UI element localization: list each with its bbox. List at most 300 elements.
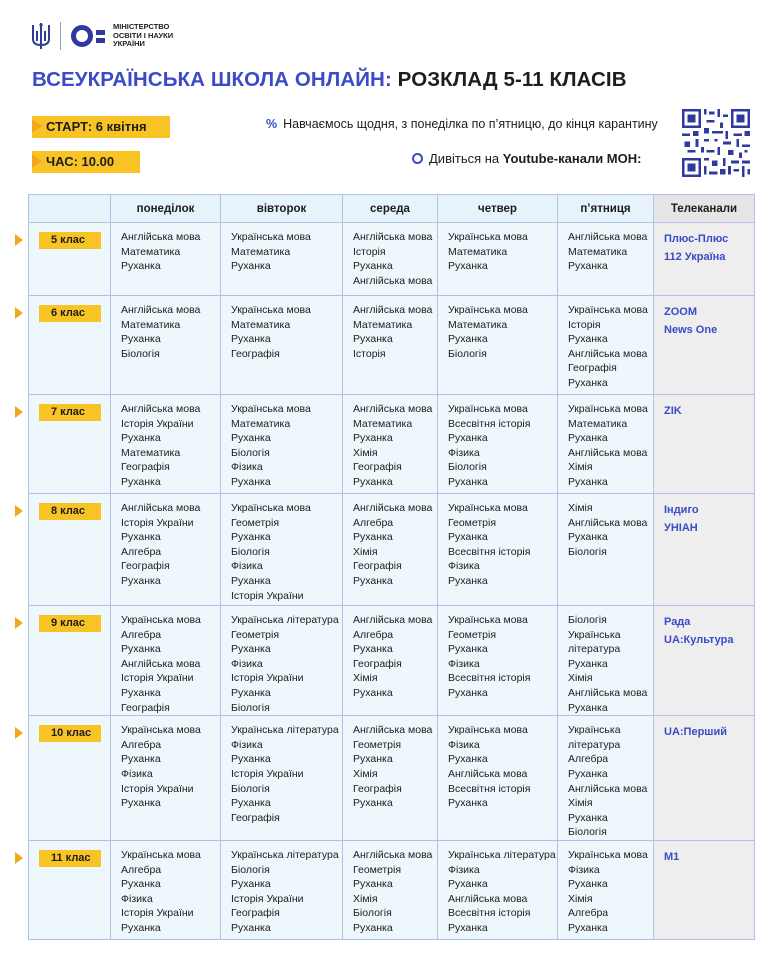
subject-item: Руханка xyxy=(568,531,608,544)
circle-icon xyxy=(412,153,423,164)
subject-item: Українська мова xyxy=(448,403,528,415)
subject-item: Англійська мова xyxy=(121,403,201,415)
tv-channels-cell xyxy=(654,296,755,395)
day-cell xyxy=(558,296,654,395)
percent-icon: % xyxy=(266,117,278,131)
subject-item: Хімія xyxy=(568,461,593,474)
subject-item: Руханка xyxy=(448,574,488,587)
table-row xyxy=(29,840,755,939)
subject-item: Хімія xyxy=(568,672,593,685)
subject-item: Біологія xyxy=(231,863,270,876)
tv-channel: ZIK xyxy=(664,405,682,417)
logo-divider xyxy=(60,22,61,50)
arrow-right-icon xyxy=(32,154,42,168)
subject-item: Руханка xyxy=(231,686,271,699)
subject-list xyxy=(343,606,437,701)
tv-channels-cell xyxy=(654,716,755,841)
day-cell xyxy=(558,223,654,296)
subject-item: Українська мова xyxy=(448,724,528,737)
arrow-right-icon xyxy=(15,852,23,864)
tv-channel: Плюс-Плюс xyxy=(664,233,729,245)
subject-item: Руханка xyxy=(568,333,608,346)
ministry-line: МІНІСТЕРСТВО xyxy=(113,22,170,32)
subject-item: література xyxy=(568,643,621,656)
subject-list xyxy=(111,716,220,811)
subject-list xyxy=(221,606,342,715)
day-cell xyxy=(343,223,438,296)
table-row xyxy=(29,716,755,841)
subject-item: Українська мова xyxy=(231,502,311,514)
day-cell xyxy=(438,840,558,939)
subject-item: Біологія xyxy=(231,545,270,558)
subject-list xyxy=(221,395,342,490)
subject-item: Руханка xyxy=(121,878,161,891)
subject-item: Англійська мова xyxy=(568,347,648,360)
subject-item: Руханка xyxy=(448,531,488,544)
day-cell xyxy=(343,494,438,606)
subject-item: Географія xyxy=(231,907,280,920)
subject-item: Історія України xyxy=(231,672,304,685)
table-row xyxy=(29,223,755,296)
subject-item: Руханка xyxy=(231,753,271,766)
youtube-note-bold: Youtube-канали МОН: xyxy=(502,151,642,166)
subject-list xyxy=(558,395,653,490)
subject-item: Руханка xyxy=(353,531,393,544)
daily-note xyxy=(266,117,658,131)
subject-list xyxy=(558,494,653,559)
subject-list xyxy=(111,841,220,936)
daily-note-text: Навчаємось щодня, з понеділка по п’ятницю, до кінця карантину xyxy=(283,117,658,131)
subject-item: Фізика xyxy=(231,560,263,573)
subject-item: Історія України xyxy=(231,767,304,780)
subject-list xyxy=(438,494,557,589)
day-cell xyxy=(343,606,438,716)
subject-item: Хімія xyxy=(353,672,378,685)
subject-item: Українська мова xyxy=(568,304,648,316)
day-cell xyxy=(111,840,221,939)
header-day: п’ятниця xyxy=(558,195,654,223)
subject-item: Фізика xyxy=(448,446,480,459)
subject-item: Фізика xyxy=(448,738,480,751)
tv-channel-list xyxy=(654,395,754,420)
subject-item: Географія xyxy=(231,347,280,360)
subject-item: Геометрія xyxy=(231,628,280,641)
grade-cell xyxy=(29,716,111,841)
subject-item: Всесвітня історія xyxy=(448,672,531,685)
subject-item: Руханка xyxy=(121,432,161,445)
subject-item: Історія України xyxy=(121,672,194,685)
subject-item: Англійська мова xyxy=(121,657,201,670)
day-cell xyxy=(221,395,343,494)
subject-item: Алгебра xyxy=(568,753,609,766)
subject-item: Руханка xyxy=(353,574,393,587)
subject-item: Руханка xyxy=(231,878,271,891)
day-cell xyxy=(558,840,654,939)
subject-item: Біологія xyxy=(231,446,270,459)
header-tv-channels: Телеканали xyxy=(654,195,755,223)
subject-list xyxy=(558,296,653,391)
tv-channel-list xyxy=(654,841,754,866)
subject-item: Математика xyxy=(448,245,508,258)
subject-list xyxy=(438,395,557,490)
subject-item: Руханка xyxy=(353,921,393,934)
subject-item: Руханка xyxy=(448,753,488,766)
subject-item: Алгебра xyxy=(353,516,394,529)
subject-item: Руханка xyxy=(448,260,488,273)
subject-item: Руханка xyxy=(568,878,608,891)
start-time-label: ЧАС: 10.00 xyxy=(46,154,115,169)
subject-item: Англійська мова xyxy=(353,274,433,287)
subject-item: Українська мова xyxy=(231,403,311,415)
subject-item: Математика xyxy=(353,417,413,430)
subject-item: Українська мова xyxy=(121,724,201,737)
subject-item: Математика xyxy=(231,245,291,258)
grade-cell xyxy=(29,840,111,939)
subject-list xyxy=(343,395,437,490)
tv-channel: УНІАН xyxy=(664,522,698,534)
table-row xyxy=(29,494,755,606)
subject-item: Руханка xyxy=(568,376,608,389)
arrow-right-icon xyxy=(15,307,23,319)
subject-list xyxy=(558,841,653,936)
subject-list xyxy=(558,606,653,715)
tv-channel: ZOOM xyxy=(664,306,697,318)
subject-list xyxy=(111,494,220,589)
subject-item: Руханка xyxy=(231,333,271,346)
subject-item: Всесвітня історія xyxy=(448,907,531,920)
subject-item: Математика xyxy=(121,245,181,258)
subject-item: Англійська мова xyxy=(353,403,433,415)
subject-item: Історія України xyxy=(231,589,304,602)
subject-item: Геометрія xyxy=(353,738,402,751)
subject-item: Руханка xyxy=(353,643,393,656)
subject-item: Фізика xyxy=(448,657,480,670)
subject-item: Біологія xyxy=(231,701,270,714)
tv-channel: News One xyxy=(664,324,718,336)
arrow-right-icon xyxy=(15,505,23,517)
tv-channel: 112 Україна xyxy=(664,251,726,263)
title-rest: РОЗКЛАД 5-11 КЛАСІВ xyxy=(391,68,627,91)
subject-item: Українська мова xyxy=(231,304,311,316)
subject-list xyxy=(438,606,557,701)
day-cell xyxy=(343,296,438,395)
page-title xyxy=(32,68,627,92)
header-day: понеділок xyxy=(111,195,221,223)
tv-channels-cell xyxy=(654,840,755,939)
subject-item: Українська мова xyxy=(568,848,648,861)
subject-item: Біологія xyxy=(448,347,487,360)
subject-item: Географія xyxy=(568,362,617,375)
subject-item: Руханка xyxy=(353,260,393,273)
tv-channel: M1 xyxy=(664,850,680,863)
subject-item: Англійська мова xyxy=(353,614,433,626)
grade-badge: 10 клас xyxy=(39,725,101,742)
subject-item: Руханка xyxy=(568,811,608,824)
subject-item: Математика xyxy=(231,417,291,430)
subject-item: Руханка xyxy=(231,432,271,445)
day-cell xyxy=(438,606,558,716)
subject-item: Українська xyxy=(568,628,621,641)
grade-badge: 9 клас xyxy=(39,615,101,632)
subject-list xyxy=(558,716,653,840)
day-cell xyxy=(438,716,558,841)
subject-item: Алгебра xyxy=(568,907,609,920)
subject-item: Математика xyxy=(448,318,508,331)
subject-item: Біологія xyxy=(568,826,607,839)
schedule-table xyxy=(28,194,755,940)
subject-item: Географія xyxy=(353,782,402,795)
header-day: середа xyxy=(343,195,438,223)
subject-item: Руханка xyxy=(231,260,271,273)
subject-item: Хімія xyxy=(568,797,593,810)
start-date-tag xyxy=(32,116,170,138)
subject-item: Історія України xyxy=(231,892,304,905)
ministry-name xyxy=(113,23,173,49)
subject-item: Руханка xyxy=(231,574,271,587)
day-cell xyxy=(438,395,558,494)
tv-channels-cell xyxy=(654,606,755,716)
subject-list xyxy=(558,223,653,274)
start-date-label: СТАРТ: 6 квітня xyxy=(46,119,147,134)
tv-channel-list xyxy=(654,296,754,339)
subject-item: Історія України xyxy=(121,782,194,795)
subject-item: Історія xyxy=(353,347,386,360)
subject-item: Руханка xyxy=(231,921,271,934)
subject-item: Географія xyxy=(353,461,402,474)
grade-badge: 7 клас xyxy=(39,404,101,421)
subject-item: Хімія xyxy=(353,446,378,459)
subject-list xyxy=(438,296,557,361)
subject-item: Англійська мова xyxy=(353,848,433,861)
subject-item: Математика xyxy=(231,318,291,331)
subject-item: Руханка xyxy=(568,657,608,670)
subject-item: Історія України xyxy=(121,417,194,430)
subject-item: література xyxy=(568,738,621,751)
subject-item: Хімія xyxy=(353,767,378,780)
tv-channels-cell xyxy=(654,395,755,494)
grade-cell xyxy=(29,395,111,494)
subject-item: Руханка xyxy=(353,686,393,699)
day-cell xyxy=(558,395,654,494)
day-cell xyxy=(111,716,221,841)
subject-item: Фізика xyxy=(231,461,263,474)
tv-channel-list xyxy=(654,716,754,741)
subject-item: Англійська мова xyxy=(448,767,528,780)
subject-item: Математика xyxy=(121,446,181,459)
subject-item: Руханка xyxy=(448,686,488,699)
youtube-note-text: Дивіться на xyxy=(429,151,503,166)
subject-item: Руханка xyxy=(121,686,161,699)
subject-item: Всесвітня історія xyxy=(448,545,531,558)
subject-item: Фізика xyxy=(448,863,480,876)
subject-item: Руханка xyxy=(448,432,488,445)
subject-list xyxy=(221,494,342,603)
subject-item: Біологія xyxy=(231,782,270,795)
subject-item: Українська мова xyxy=(448,502,528,514)
subject-item: Алгебра xyxy=(121,545,162,558)
subject-item: Географія xyxy=(121,701,170,714)
header-row xyxy=(29,195,755,223)
subject-item: Українська мова xyxy=(231,231,311,243)
subject-item: Хімія xyxy=(568,892,593,905)
subject-item: Фізика xyxy=(231,738,263,751)
subject-item: Руханка xyxy=(121,921,161,934)
subject-item: Руханка xyxy=(231,643,271,656)
subject-list xyxy=(111,395,220,490)
subject-list xyxy=(221,841,342,936)
subject-item: Українська література xyxy=(231,848,339,861)
subject-list xyxy=(438,223,557,274)
subject-item: Географія xyxy=(231,811,280,824)
tv-channel: Рада xyxy=(664,616,691,628)
subject-item: Геометрія xyxy=(231,516,280,529)
subject-item: Англійська мова xyxy=(568,446,648,459)
header-day: четвер xyxy=(438,195,558,223)
subject-item: Руханка xyxy=(568,767,608,780)
subject-item: Англійська мова xyxy=(353,502,433,514)
grade-cell xyxy=(29,494,111,606)
subject-item: Руханка xyxy=(568,260,608,273)
subject-item: Геометрія xyxy=(448,516,497,529)
grade-badge: 6 клас xyxy=(39,305,101,322)
subject-item: Англійська мова xyxy=(121,231,201,243)
subject-item: Алгебра xyxy=(121,738,162,751)
subject-item: Руханка xyxy=(353,432,393,445)
day-cell xyxy=(111,395,221,494)
day-cell xyxy=(111,296,221,395)
subject-list xyxy=(438,716,557,811)
subject-item: Руханка xyxy=(568,701,608,714)
subject-list xyxy=(221,716,342,825)
subject-item: Біологія xyxy=(353,907,392,920)
subject-item: Англійська мова xyxy=(448,892,528,905)
subject-item: Фізика xyxy=(121,892,153,905)
subject-list xyxy=(111,223,220,274)
subject-item: Руханка xyxy=(121,574,161,587)
grade-badge: 8 клас xyxy=(39,503,101,520)
grade-cell xyxy=(29,606,111,716)
subject-list xyxy=(111,606,220,715)
ministry-line: УКРАЇНИ xyxy=(113,39,145,49)
day-cell xyxy=(221,296,343,395)
subject-list xyxy=(343,494,437,589)
subject-item: Руханка xyxy=(121,797,161,810)
subject-item: Руханка xyxy=(121,475,161,488)
arrow-right-icon xyxy=(15,727,23,739)
subject-list xyxy=(343,223,437,288)
subject-list xyxy=(111,296,220,361)
start-time-tag xyxy=(32,151,140,173)
subject-list xyxy=(343,716,437,811)
subject-item: Руханка xyxy=(231,475,271,488)
subject-item: Історія xyxy=(568,318,601,331)
subject-item: Українська література xyxy=(231,724,339,737)
subject-item: Математика xyxy=(568,417,628,430)
subject-list xyxy=(343,296,437,361)
subject-item: Географія xyxy=(121,461,170,474)
subject-item: Англійська мова xyxy=(353,304,433,316)
subject-item: Руханка xyxy=(568,475,608,488)
day-cell xyxy=(221,494,343,606)
subject-item: Українська мова xyxy=(448,614,528,626)
ministry-line: ОСВІТИ І НАУКИ xyxy=(113,30,174,40)
schedule-body xyxy=(29,223,755,940)
subject-item: Математика xyxy=(121,318,181,331)
day-cell xyxy=(343,716,438,841)
day-cell xyxy=(221,606,343,716)
subject-item: Математика xyxy=(353,318,413,331)
subject-item: Руханка xyxy=(448,797,488,810)
subject-item: Географія xyxy=(353,657,402,670)
subject-item: Руханка xyxy=(121,333,161,346)
arrow-right-icon xyxy=(15,617,23,629)
tv-channel: UA:Перший xyxy=(664,726,727,739)
subject-item: Українська мова xyxy=(121,614,201,626)
youtube-note xyxy=(412,151,641,166)
subject-item: Фізика xyxy=(568,863,600,876)
subject-list xyxy=(221,296,342,361)
subject-item: Біологія xyxy=(568,614,607,626)
grade-badge: 11 клас xyxy=(39,850,101,867)
day-cell xyxy=(343,840,438,939)
header-grade xyxy=(29,195,111,223)
subject-item: Руханка xyxy=(448,878,488,891)
subject-item: Алгебра xyxy=(353,628,394,641)
tv-channel-list xyxy=(654,223,754,266)
subject-item: Історія України xyxy=(121,907,194,920)
subject-item: Руханка xyxy=(231,531,271,544)
subject-item: Біологія xyxy=(121,347,160,360)
subject-item: Геометрія xyxy=(353,863,402,876)
subject-item: Руханка xyxy=(353,753,393,766)
subject-item: Руханка xyxy=(568,921,608,934)
subject-item: Руханка xyxy=(353,333,393,346)
ministry-logo xyxy=(30,18,173,54)
arrow-right-icon xyxy=(15,406,23,418)
subject-item: Англійська мова xyxy=(353,724,433,737)
subject-item: Фізика xyxy=(121,767,153,780)
day-cell xyxy=(111,606,221,716)
subject-list xyxy=(221,223,342,274)
day-cell xyxy=(343,395,438,494)
subject-item: Українська мова xyxy=(121,848,201,861)
day-cell xyxy=(438,296,558,395)
subject-item: Всесвітня історія xyxy=(448,782,531,795)
subject-item: Алгебра xyxy=(121,628,162,641)
subject-item: Українська література xyxy=(448,848,556,861)
arrow-right-icon xyxy=(15,234,23,246)
subject-item: Всесвітня історія xyxy=(448,417,531,430)
subject-item: Біологія xyxy=(568,545,607,558)
subject-item: Географія xyxy=(121,560,170,573)
subject-item: Англійська мова xyxy=(121,502,201,514)
day-cell xyxy=(111,494,221,606)
trident-icon xyxy=(30,21,52,51)
arrow-right-icon xyxy=(32,119,42,133)
subject-item: Українська література xyxy=(231,614,339,626)
subject-item: Руханка xyxy=(121,260,161,273)
tv-channel: Індиго xyxy=(664,504,699,516)
grade-cell xyxy=(29,296,111,395)
subject-item: Біологія xyxy=(448,461,487,474)
qr-code-icon[interactable] xyxy=(682,109,750,177)
subject-item: Руханка xyxy=(121,643,161,656)
subject-item: Руханка xyxy=(353,475,393,488)
subject-item: Алгебра xyxy=(121,863,162,876)
day-cell xyxy=(221,716,343,841)
subject-item: Руханка xyxy=(121,753,161,766)
subject-item: Фізика xyxy=(448,560,480,573)
